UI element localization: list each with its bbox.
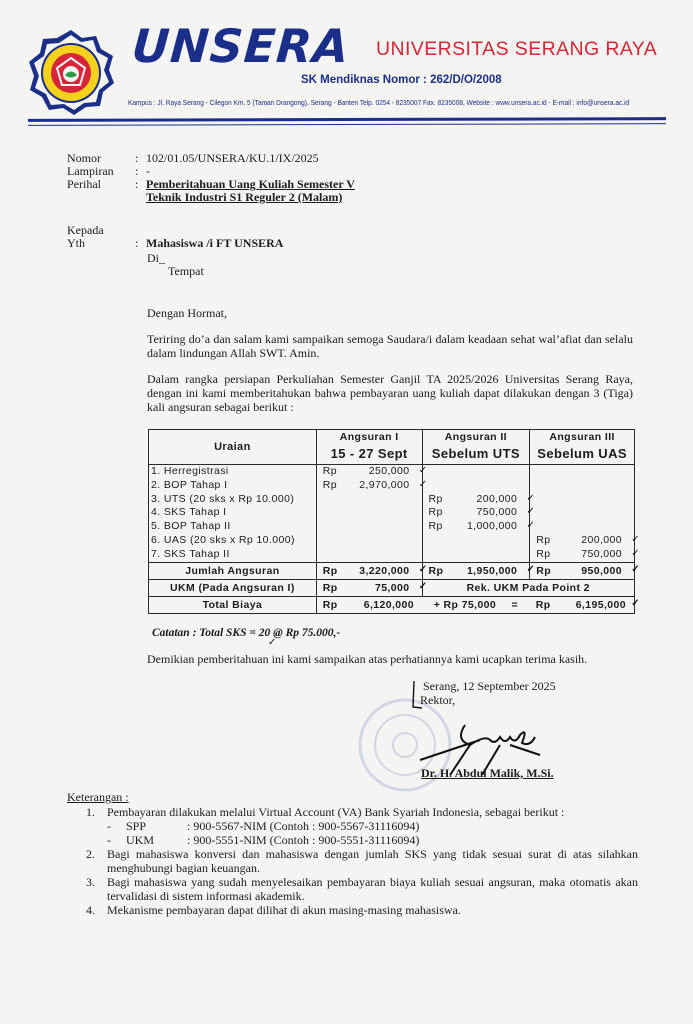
check-mark-icon: ✓ [418, 465, 428, 476]
item-amount-line [530, 520, 634, 534]
ukm-note: Rek. UKM Pada Point 2 [422, 579, 634, 596]
check-mark-icon: ✓ [526, 492, 536, 504]
amount: 200,000 [476, 492, 518, 505]
amount: 75,000 [375, 581, 410, 594]
lampiran-label: Lampiran [67, 164, 114, 178]
jumlah-a2 [422, 562, 536, 579]
letter-meta [67, 152, 355, 204]
list-item [86, 875, 638, 903]
header-a3-period: Sebelum UAS [537, 446, 627, 461]
currency: Rp [428, 564, 444, 577]
item-amount-line [423, 534, 530, 548]
signature-role: Rektor, [420, 693, 456, 707]
item-amount-line [317, 465, 428, 479]
jumlah-row [149, 562, 635, 579]
equals-sign: = [511, 598, 519, 611]
recipient-block [67, 224, 283, 250]
items-a2-cell [422, 465, 536, 563]
currency: Rp [322, 564, 338, 577]
items-a3-cell [530, 465, 640, 563]
sk-mendiknas: SK Mendiknas Nomor : 262/D/O/2008 [301, 74, 502, 86]
currency: Rp [536, 547, 551, 560]
brand-wordmark: UNSERA [130, 19, 352, 73]
item-amount-line [317, 548, 422, 562]
amount: 6,120,000 [363, 598, 415, 611]
lampiran-value: - [146, 164, 150, 178]
amount: 950,000 [581, 564, 622, 577]
check-mark-icon: ✓ [418, 478, 428, 490]
item-amount-line [423, 479, 530, 493]
header-rule-thin [28, 123, 666, 126]
keterangan-list [86, 805, 638, 917]
va-value: : 900-5567-NIM (Contoh : 900-5567-31116094) [187, 819, 420, 833]
item-amount-line [423, 520, 536, 534]
item-amount-line [317, 534, 422, 548]
item-amount-line [423, 492, 536, 507]
table-items-row [149, 465, 635, 563]
perihal-label: Perihal [67, 177, 101, 191]
jumlah-a1 [316, 562, 428, 579]
recipient-tempat: Tempat [168, 264, 204, 278]
item-amount-line [530, 479, 634, 493]
greeting: Dengan Hormat, [147, 306, 227, 320]
perihal-line2: Teknik Industri S1 Reguler 2 (Malam) [146, 190, 343, 204]
items-uraian-cell [149, 465, 317, 563]
colon: : [135, 151, 139, 165]
va-value: : 900-5551-NIM (Contoh : 900-5551-31116094) [187, 833, 420, 847]
ukm-label: UKM (Pada Angsuran I) [149, 579, 317, 596]
jumlah-a3 [530, 562, 640, 579]
check-mark-icon: ✓ [526, 563, 536, 575]
va-key: UKM [126, 833, 155, 847]
currency: Rp [322, 581, 338, 594]
total-plus [422, 596, 530, 613]
items-a1-cell [316, 465, 428, 563]
list-item [86, 805, 638, 819]
item-amount-line [317, 520, 422, 534]
item-amount-line [317, 493, 422, 507]
ukm-a1 [316, 579, 428, 596]
currency: Rp [322, 478, 337, 491]
item-label: 3. UTS (20 sks x Rp 10.000) [151, 492, 295, 505]
item-text: Mekanisme pembayaran dapat dilihat di akun masing-masing mahasiswa. [107, 903, 461, 917]
header-a1-period: 15 - 27 Sept [330, 446, 408, 461]
item-label: 6. UAS (20 sks x Rp 10.000) [151, 533, 295, 546]
currency: Rp [428, 492, 443, 505]
header-a1-title: Angsuran I [339, 431, 399, 443]
list-item [86, 847, 638, 875]
currency: Rp [535, 598, 551, 611]
item-amount-line [317, 478, 428, 493]
header-a3-title: Angsuran III [549, 431, 615, 443]
check-mark-icon: ✓ [526, 520, 536, 532]
dash: - [107, 819, 111, 833]
colon: : [135, 177, 139, 191]
item-label: 4. SKS Tahap I [151, 506, 227, 519]
catatan-note: Catatan : Total SKS = 20 @ Rp 75.000,- [152, 627, 341, 639]
total-row [149, 596, 635, 613]
currency: Rp [536, 533, 551, 546]
plus-ukm: + Rp 75,000 [433, 598, 497, 611]
check-mark-icon: ✓ [631, 547, 640, 559]
colon: : [135, 164, 139, 178]
amount: 1,000,000 [466, 520, 518, 533]
amount: 200,000 [581, 533, 622, 546]
fee-table [148, 429, 640, 614]
currency: Rp [428, 506, 443, 519]
amount: 1,950,000 [466, 564, 518, 577]
va-key: SPP [126, 819, 147, 833]
amount: 750,000 [581, 547, 622, 560]
yth-label: Yth [67, 236, 85, 250]
paragraph-2: Dalam rangka persiapan Perkuliahan Semester Ganjil TA 2025/2026 Universitas Serang Raya, dengan ini kami memberitahukan bahwa pembayaran uang kuliah dapat dilakukan dengan 3 (Tiga) kali angsuran sebagai berikut : [147, 372, 633, 414]
university-name: UNIVERSITAS SERANG RAYA [376, 38, 658, 60]
table-header-row [149, 430, 635, 465]
nomor-label: Nomor [67, 151, 101, 165]
total-label: Total Biaya [149, 596, 317, 613]
item-label: 5. BOP Tahap II [151, 520, 231, 533]
check-mark-icon: ✓ [631, 533, 640, 545]
nomor-value: 102/01.05/UNSERA/KU.1/IX/2025 [146, 151, 319, 165]
total-a1 [316, 596, 422, 613]
check-mark-icon: ✓ [418, 563, 428, 575]
dash: - [107, 833, 111, 847]
item-number: 2. [86, 847, 95, 861]
item-amount-line [530, 547, 640, 562]
check-mark-icon: ✓ [268, 637, 277, 648]
recipient-di: Di_ [147, 251, 165, 265]
amount: 3,220,000 [359, 564, 410, 577]
campus-address: Kampus : Jl. Raya Serang - Cilegon Km. 5 (Taman Drangong), Serang - Banten Telp. 0254 - 8235007 Fax. 8235008, Website : www.unsera.ac.id - E-mail : info@unsera.ac.id [128, 98, 630, 107]
closing-paragraph: Demikian pemberitahuan ini kami sampaikan atas perhatiannya kami ucapkan terima kasih. [147, 652, 588, 666]
header-a2-title: Angsuran II [444, 431, 507, 443]
check-mark-icon: ✓ [631, 597, 640, 609]
item-text: Pembayaran dilakukan melalui Virtual Account (VA) Bank Syariah Indonesia, sebagai berikut : [107, 805, 565, 819]
currency: Rp [322, 465, 337, 477]
header-uraian: Uraian [149, 430, 317, 465]
item-amount-line [530, 493, 634, 507]
check-mark-icon: ✓ [631, 563, 640, 575]
amount: 250,000 [368, 465, 410, 477]
perihal-line1: Pemberitahuan Uang Kuliah Semester V [146, 177, 355, 191]
item-amount-line [530, 506, 634, 520]
item-amount-line [530, 465, 634, 479]
currency: Rp [322, 598, 338, 611]
total-grand [530, 596, 640, 613]
item-text: Bagi mahasiswa yang sudah menyelesaikan pembayaran biaya kuliah sesuai angsuran, maka otomatis akan tervalidasi di sistem informasi akademik. [107, 875, 638, 903]
header-angsuran-3 [530, 430, 635, 465]
item-amount-line [423, 465, 530, 479]
item-number: 1. [86, 805, 95, 819]
check-mark-icon: ✓ [526, 506, 536, 518]
list-item [86, 903, 638, 917]
item-number: 3. [86, 875, 95, 889]
item-amount-line [423, 506, 536, 520]
item-text: Bagi mahasiswa konversi dan mahasiswa dengan jumlah SKS yang tidak sesuai surat di atas silahkan menghubungi bagian keuangan. [107, 847, 638, 875]
item-label: 7. SKS Tahap II [151, 547, 230, 560]
item-amount-line [423, 548, 530, 562]
amount: 750,000 [476, 506, 518, 519]
jumlah-label: Jumlah Angsuran [149, 562, 317, 579]
colon: : [135, 236, 139, 250]
amount: 2,970,000 [359, 478, 410, 491]
currency: Rp [536, 564, 552, 577]
kepada-label: Kepada [67, 223, 104, 237]
check-mark-icon: ✓ [418, 580, 428, 592]
item-label: 1. Herregistrasi [151, 465, 229, 477]
grand-total: 6,195,000 [575, 598, 626, 611]
item-number: 4. [86, 903, 95, 917]
keterangan-title: Keterangan : [67, 790, 129, 804]
signature-place-date: Serang, 12 September 2025 [423, 679, 556, 693]
signatory-name: Dr. H. Abdul Malik, M.Si. [421, 766, 554, 780]
header-rule [28, 117, 666, 122]
va-spp [86, 819, 638, 833]
recipient-name: Mahasiswa /i FT UNSERA [146, 236, 284, 250]
item-amount-line [530, 533, 640, 548]
header-angsuran-1 [316, 430, 422, 465]
item-label: 2. BOP Tahap I [151, 478, 228, 491]
ukm-row [149, 579, 635, 596]
currency: Rp [428, 520, 443, 533]
header-a2-period: Sebelum UTS [431, 446, 520, 461]
va-ukm [86, 833, 638, 847]
university-logo-icon [27, 28, 115, 116]
item-amount-line [317, 506, 422, 520]
paragraph-1: Teriring do’a dan salam kami sampaikan semoga Saudara/i dalam keadaan sehat wal’afiat dan selalu dalam lindungan Allah SWT. Amin. [147, 332, 633, 360]
header-angsuran-2 [422, 430, 530, 465]
